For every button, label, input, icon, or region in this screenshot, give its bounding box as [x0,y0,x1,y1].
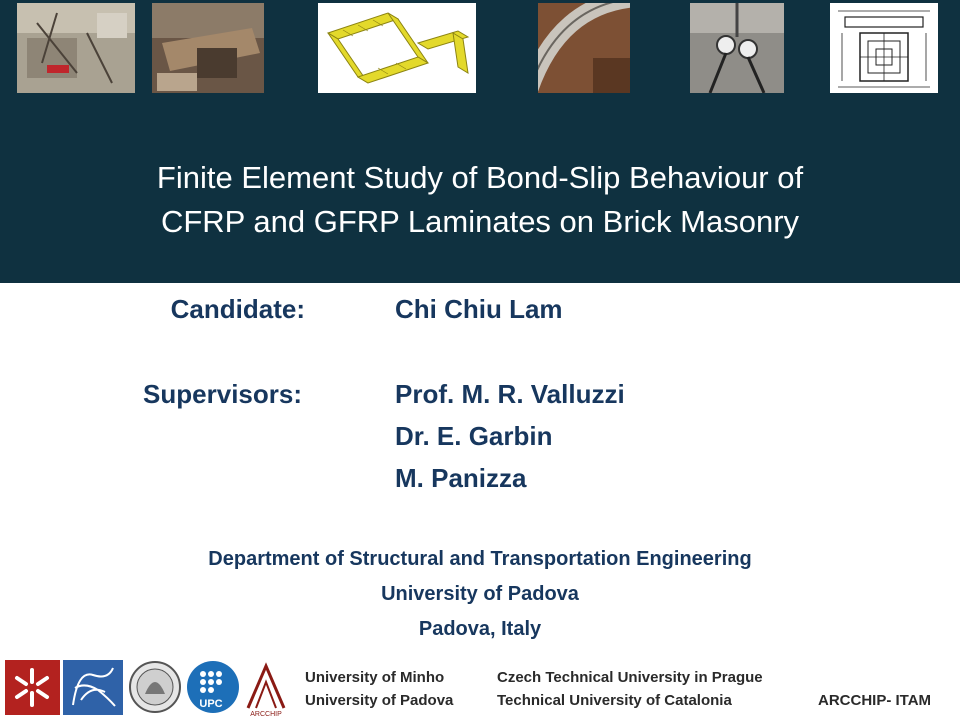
catalonia-label: Technical University of Catalonia [497,692,732,709]
supervisors-label: Supervisors: [143,379,302,409]
department-name: Department of Structural and Transportation Engineering [208,548,752,570]
supervisor-1: Prof. M. R. Valluzzi [395,379,625,409]
slide-title [0,156,960,244]
arcchip-logo-text: ARCCHIP [250,711,282,718]
uni-minho-label: University of Minho [305,669,445,686]
czech-technical-logo-icon [63,660,123,715]
supervisor-2: Dr. E. Garbin [395,421,553,451]
affiliation-block [0,542,960,647]
title-line-2: CFRP and GFRP Laminates on Brick Masonry [160,204,800,239]
upc-logo-icon [185,660,241,715]
arcchip-logo-icon [240,660,292,718]
fe-mesh-model-image [318,3,476,93]
tensile-test-photo [690,3,784,93]
upc-logo-text: UPC [199,698,223,710]
supervisor-3: M. Panizza [395,463,527,493]
padova-seal-icon [127,660,183,715]
university-name: University of Padova [381,583,579,605]
timber-beam-photo [152,3,264,93]
candidate-name: Chi Chiu Lam [395,294,563,324]
candidate-label: Candidate: [170,294,305,324]
test-setup-drawing [830,3,938,93]
title-line-1: Finite Element Study of Bond-Slip Behaviour of [156,160,804,195]
header-band [0,0,960,283]
program-label: ARCCHIP- ITAM [818,692,932,709]
uni-padova-label: University of Padova [305,692,454,709]
location: Padova, Italy [418,618,542,640]
footer-bar [0,657,960,720]
masonry-test-photo [17,3,135,93]
minho-logo-icon [5,660,60,715]
arch-reinforcement-photo [538,3,630,93]
czech-tech-label: Czech Technical University in Prague [497,669,763,686]
